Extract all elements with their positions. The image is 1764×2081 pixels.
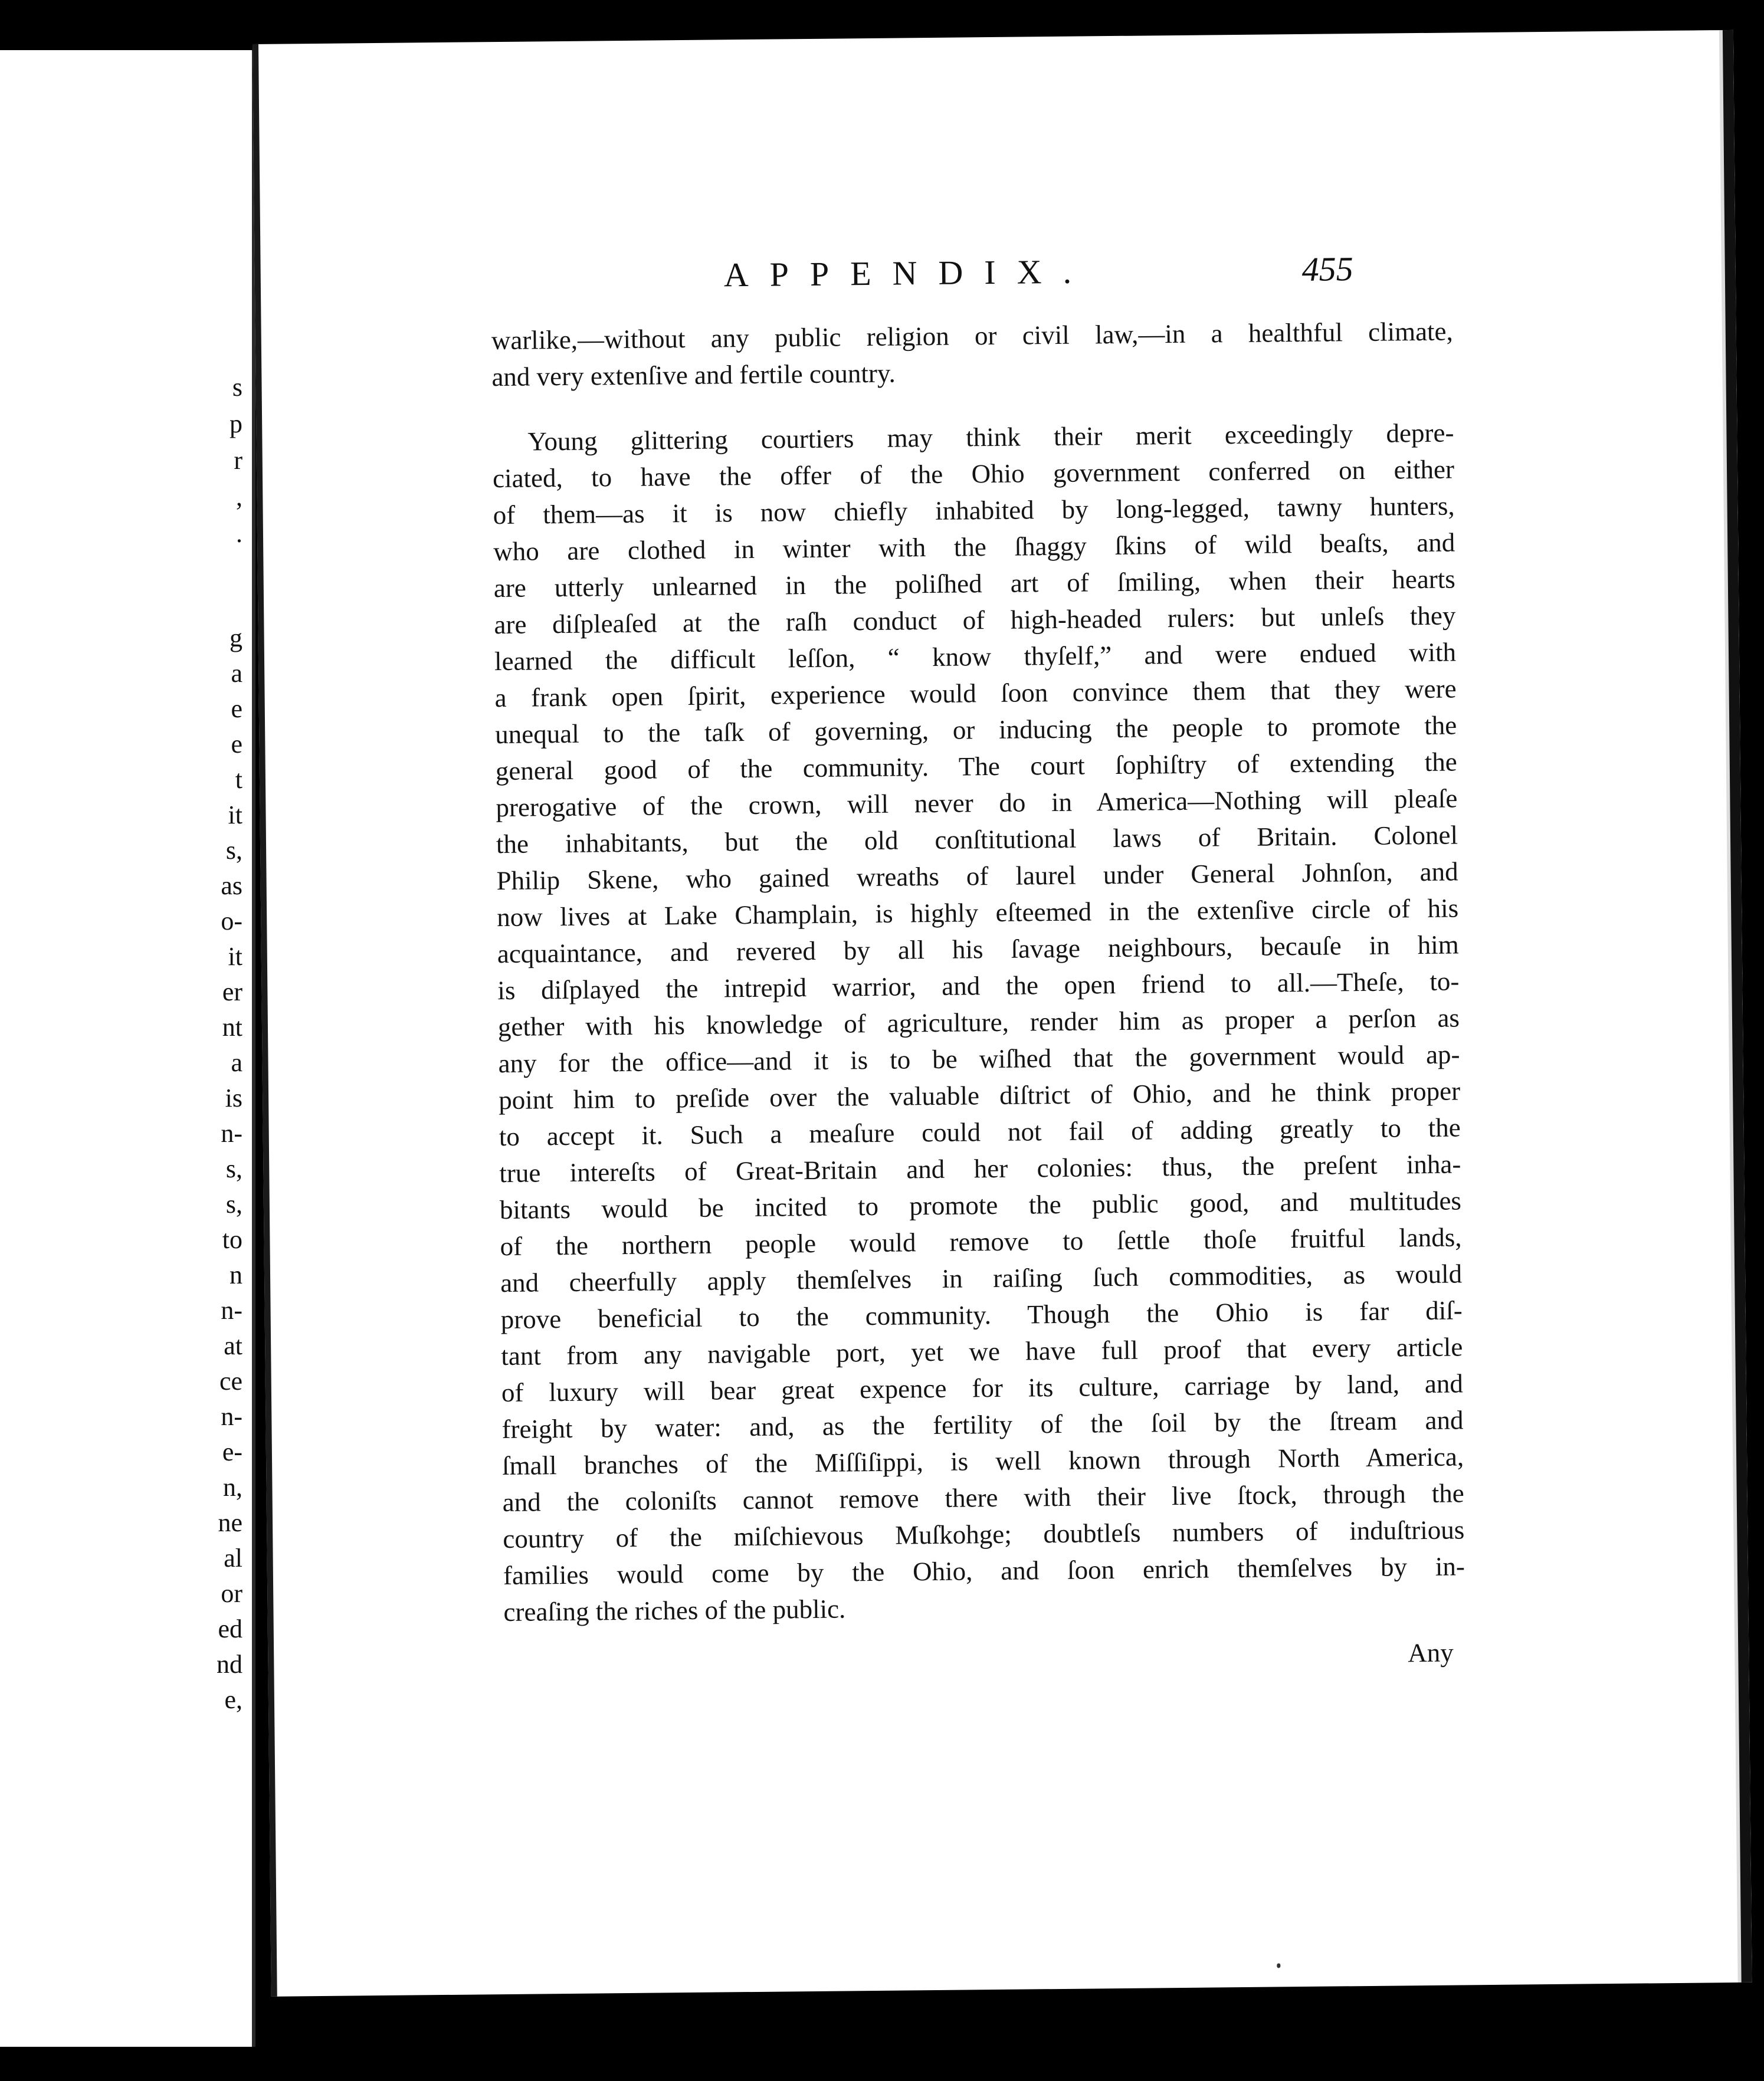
left-page-fragment: at <box>224 1331 242 1360</box>
left-facing-page <box>0 50 255 2047</box>
text-line: general good of the community. The court ſophiſtry of extending the <box>495 747 1458 786</box>
left-page-fragment: s, <box>225 1190 242 1219</box>
left-page-fragment: , <box>236 482 242 511</box>
left-page-fragment: n <box>229 1261 242 1289</box>
page-number: 455 <box>1301 250 1354 288</box>
text-line: freight by water: and, as the fertility of the ſoil by the ſtream and <box>501 1405 1464 1445</box>
text-line: any for the office—and it is to be wiſhed that the government would ap- <box>498 1039 1460 1079</box>
left-page-fragment: . <box>236 519 242 548</box>
text-line: gether with his knowledge of agriculture, render him as proper a perſon as <box>497 1003 1460 1042</box>
text-line: who are clothed in winter with the ſhaggy ſkins of wild beaſts, and <box>493 527 1455 567</box>
left-page-fragment: a <box>231 1048 242 1077</box>
left-page-fragment: ed <box>218 1614 242 1643</box>
text-line: country of the miſchievous Muſkohge; doubtleſs numbers of induſtrious <box>503 1515 1465 1554</box>
body-text <box>491 313 1465 1630</box>
left-page-fragment: is <box>225 1084 242 1112</box>
left-page-fragment: al <box>224 1544 242 1573</box>
text-line: ciated, to have the offer of the Ohio government conferred on either <box>492 454 1455 494</box>
text-line: Philip Skene, who gained wreaths of laurel under General Johnſon, and <box>496 856 1458 896</box>
left-page-fragment: n- <box>221 1296 242 1325</box>
text-line: tant from any navigable port, yet we have full proof that every article <box>501 1332 1463 1371</box>
text-line: true intereſts of Great-Britain and her colonies: thus, the preſent inha- <box>499 1149 1461 1189</box>
text-line: families would come by the Ohio, and ſoon enrich themſelves by in- <box>503 1551 1465 1591</box>
text-line: now lives at Lake Champlain, is highly eſteemed in the extenſive circle of his <box>496 893 1459 933</box>
left-page-fragment: ne <box>218 1508 242 1537</box>
text-line: bitants would be incited to promote the public good, and multitudes <box>499 1186 1462 1225</box>
text-line: is diſplayed the intrepid warrior, and the open friend to all.—Theſe, to- <box>497 966 1460 1006</box>
text-line: and the coloniſts cannot remove there with their live ſtock, through the <box>502 1478 1464 1518</box>
text-line: of them—as it is now chiefly inhabited by long-legged, tawny hunters, <box>493 491 1455 530</box>
left-page-fragment: p <box>229 409 242 438</box>
text-line: prerogative of the crown, will never do in America—Nothing will pleaſe <box>496 783 1458 823</box>
text-line: are utterly unlearned in the poliſhed art of ſmiling, when their hearts <box>493 564 1456 603</box>
text-line: learned the difficult leſſon, “ know thyſelf,” and were endued with <box>494 637 1457 677</box>
left-page-fragment: as <box>221 871 242 900</box>
catchword: Any <box>1408 1637 1454 1668</box>
left-page-fragment: or <box>221 1579 242 1608</box>
running-head <box>255 245 1736 301</box>
text-line: ſmall branches of the Miſſiſippi, is well known through North America, <box>501 1442 1464 1481</box>
left-page-fragment: o- <box>221 907 242 936</box>
text-line: and cheerfully apply themſelves in raiſing ſuch commodities, as would <box>500 1259 1463 1298</box>
left-page-fragment: it <box>228 800 242 829</box>
text-line: Young glittering courtiers may think their merit exceedingly depre- <box>527 418 1454 457</box>
text-line: point him to preſide over the valuable diſtrict of Ohio, and he think proper <box>498 1076 1461 1115</box>
left-page-fragment: r <box>234 446 242 475</box>
text-line: creaſing the riches of the public. <box>503 1594 846 1627</box>
left-page-fragment: a <box>231 659 242 688</box>
text-line: and very extenſive and fertile country. <box>491 358 896 392</box>
left-page-fragment: s, <box>225 1154 242 1183</box>
left-page-fragment: n- <box>221 1402 242 1431</box>
text-line: of the northern people would remove to ſettle thoſe fruitful lands, <box>500 1222 1462 1262</box>
text-line: a frank open ſpirit, experience would ſoon convince them that they were <box>494 674 1457 713</box>
text-line: prove beneficial to the community. Though the Ohio is far diſ- <box>500 1295 1463 1335</box>
ink-speck <box>1277 1963 1280 1968</box>
left-page-fragment: n- <box>221 1119 242 1148</box>
right-book-page <box>253 30 1752 1997</box>
running-title: APPENDIX. <box>723 252 1093 294</box>
text-line: to accept it. Such a meaſure could not fail of adding greatly to the <box>499 1112 1461 1152</box>
left-page-fragment: e- <box>222 1437 242 1466</box>
text-line: the inhabitants, but the old conſtitutional laws of Britain. Colonel <box>496 820 1458 859</box>
text-line: are diſpleaſed at the raſh conduct of high-headed rulers: but unleſs they <box>494 600 1456 640</box>
page-left-edge <box>253 44 277 1997</box>
left-page-fragment: s <box>232 373 242 402</box>
left-page-fragment: to <box>222 1225 242 1254</box>
left-page-fragment: e <box>231 694 242 723</box>
left-page-fragment: g <box>229 623 242 652</box>
text-line: warlike,—without any public religion or civil law,—in a healthful climate, <box>491 316 1454 356</box>
left-page-fragment: n, <box>223 1473 242 1502</box>
left-page-fragment: e <box>231 730 242 759</box>
text-line: of luxury will bear great expence for its culture, carriage by land, and <box>501 1368 1464 1408</box>
text-line: acquaintance, and revered by all his ſavage neighbours, becauſe in him <box>497 930 1459 969</box>
left-page-fragment: ce <box>219 1367 242 1396</box>
left-page-fragment: nt <box>222 1013 242 1042</box>
text-line: unequal to the taſk of governing, or inducing the people to promote the <box>495 710 1457 750</box>
left-page-fragment: it <box>228 942 242 971</box>
left-page-fragment: t <box>235 765 242 794</box>
left-page-fragment: er <box>222 977 242 1006</box>
left-page-fragment: e, <box>224 1685 242 1714</box>
left-page-fragment: s, <box>225 836 242 865</box>
left-page-fragment: nd <box>217 1650 242 1679</box>
